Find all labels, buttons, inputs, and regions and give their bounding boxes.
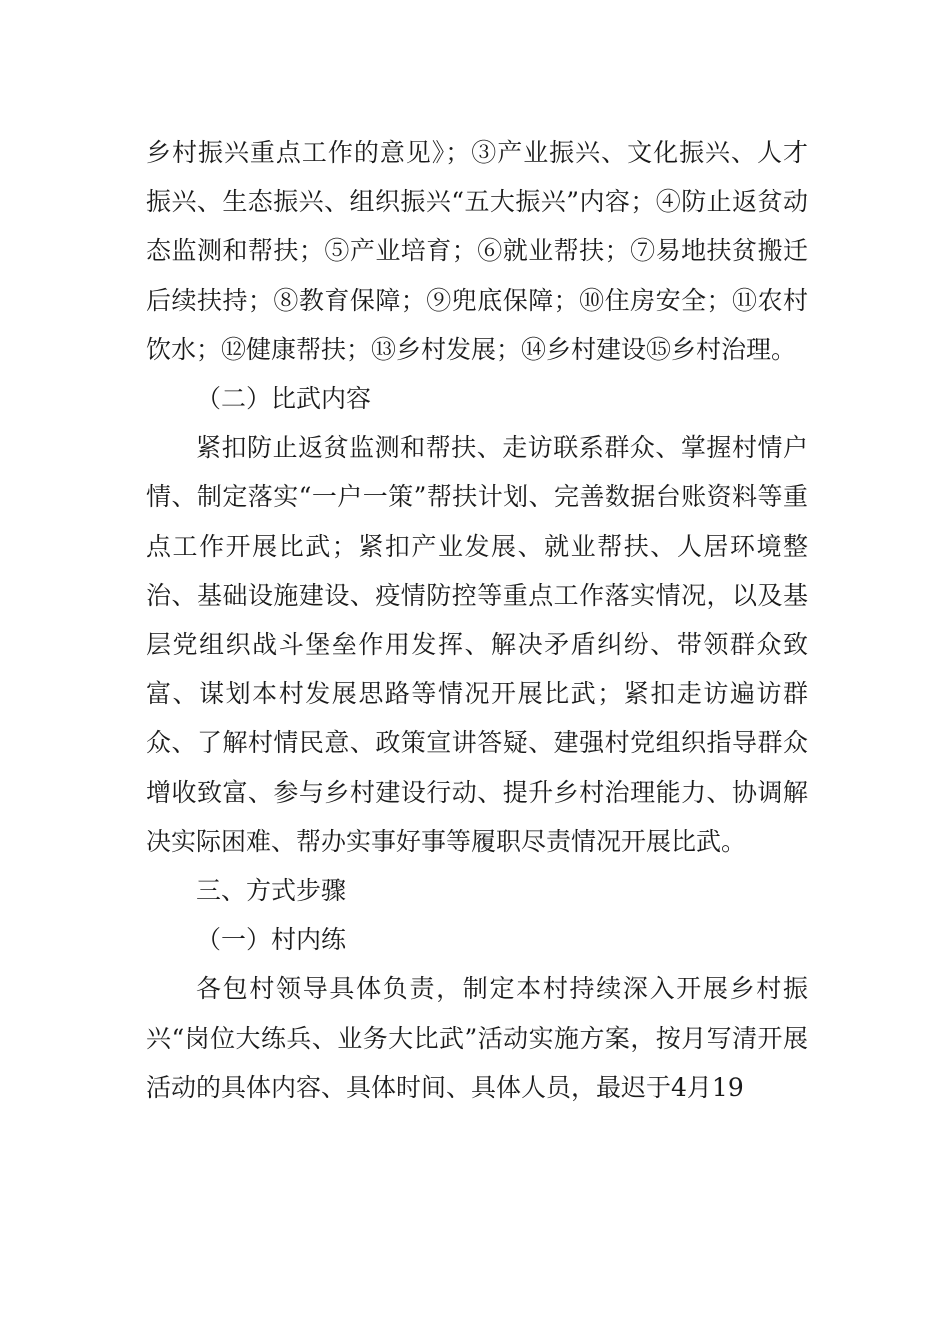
subheading-competition-content: （二）比武内容 (196, 384, 372, 414)
paragraph-key-tasks-continued: 乡村振兴重点工作的意见》；③产业振兴、文化振兴、人才振兴、生态振兴、组织振兴“五大振兴”内容；④防止返贫动态监测和帮扶；⑤产业培育；⑥就业帮扶；⑦易地扶贫搬迁后续扶持；⑧教育保障；⑨兜底保障；⑩住房安全；⑪农村饮水；⑫健康帮扶；⑬乡村发展；⑭乡村建设⑮乡村治理。 (146, 138, 808, 364)
paragraph-competition-content: 紧扣防止返贫监测和帮扶、走访联系群众、掌握村情户情、制定落实“一户一策”帮扶计划、完善数据台账资料等重点工作开展比武；紧扣产业发展、就业帮扶、人居环境整治、基础设施建设、疫情防控等重点工作落实情况，以及基层党组织战斗堡垒作用发挥、解决矛盾纠纷、带领群众致富、谋划本村发展思路等情况开展比武；紧扣走访遍访群众、了解村情民意、政策宣讲答疑、建强村党组织指导群众增收致富、参与乡村建设行动、提升乡村治理能力、协调解决实际困难、帮办实事好事等履职尽责情况开展比武。 (146, 433, 808, 856)
subheading-village-practice: （一）村内练 (196, 925, 347, 955)
paragraph-village-practice: 各包村领导具体负责，制定本村持续深入开展乡村振兴“岗位大练兵、业务大比武”活动实施方案，按月写清开展活动的具体内容、具体时间、具体人员，最迟于4月19 (146, 974, 808, 1102)
document-body (146, 128, 808, 1112)
heading-methods-steps: 三、方式步骤 (196, 876, 347, 906)
